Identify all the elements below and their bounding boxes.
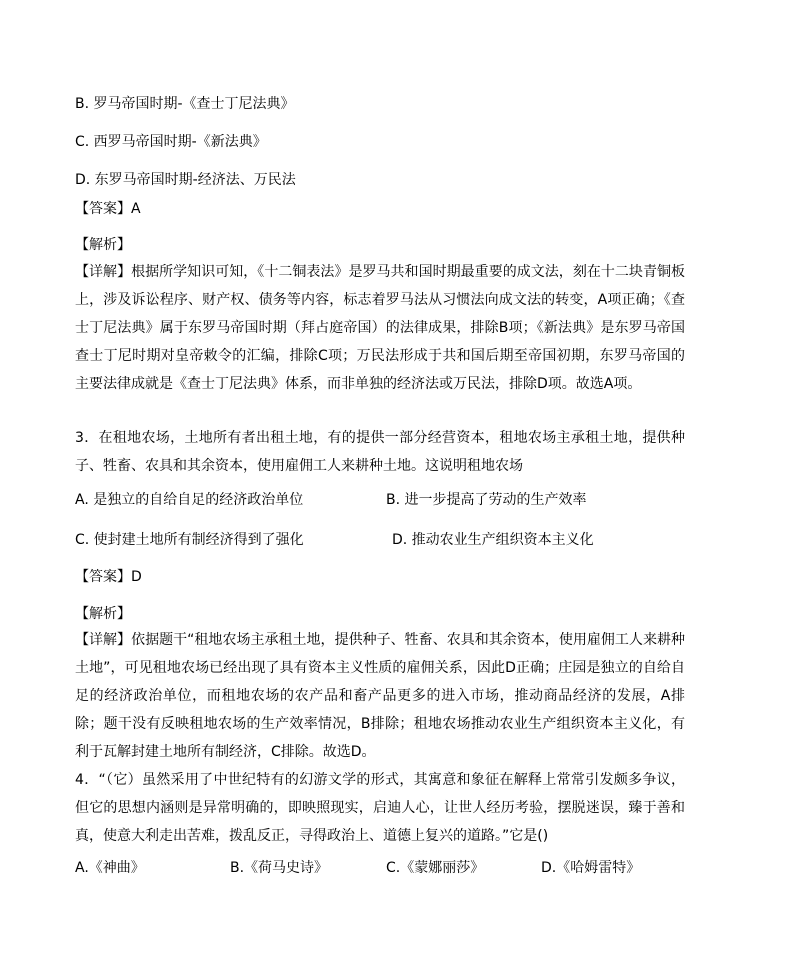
q3-answer: 【答案】D [75,569,142,585]
q2-option-b: B. 罗马帝国时期-《查士丁尼法典》 [75,96,295,112]
q3-detail: 【详解】依据题干“租地农场主承租土地，提供种子、牲畜、农具和其余资本，使用雇佣工人来耕种土地”，可见租地农场已经出现了具有资本主义性质的雇佣关系，因此D正确；庄园是独立的自给自足的经济政治单位，而租地农场的农产品和畜产品更多的进入市场，推动商品经济的发展，A排除；题干没有反映租地农场的生产效率情况，B排除；租地农场推动农业生产组织资本主义化，有利于瓦解封建土地所有制经济，C排除。故选D。 [75,632,685,760]
q3-stem: 3．在租地农场，土地所有者出租土地，有的提供一部分经营资本，租地农场主承租土地，提供种子、牲畜、农具和其余资本，使用雇佣工人来耕种土地。这说明租地农场 [75,430,685,474]
q2-detail: 【详解】根据所学知识可知，《十二铜表法》是罗马共和国时期最重要的成文法，刻在十二块青铜板上，涉及诉讼程序、财产权、债务等内容，标志着罗马法从习惯法向成文法的转变，A项正确；《查士丁尼法典》属于东罗马帝国时期（拜占庭帝国）的法律成果，排除B项；《新法典》是东罗马帝国查士丁尼时期对皇帝敕令的汇编，排除C项；万民法形成于共和国后期至帝国初期，东罗马帝国的主要法律成就是《查士丁尼法典》体系，而非单独的经济法或万民法，排除D项。故选A项。 [75,264,685,392]
q4-option-b: B.《荷马史诗》 [230,860,329,876]
q2-analysis-heading: 【解析】 [75,237,131,253]
q4-option-a: A.《神曲》 [75,860,145,876]
q3-option-c: C. 使封建土地所有制经济得到了强化 [75,532,304,548]
q3-option-a: A. 是独立的自给自足的经济政治单位 [75,492,304,508]
q3-analysis-heading: 【解析】 [75,606,131,622]
q4-option-d: D.《哈姆雷特》 [541,860,641,876]
q2-option-c: C. 西罗马帝国时期-《新法典》 [75,134,267,150]
q4-stem: 4．“（它）虽然采用了中世纪特有的幻游文学的形式，其寓意和象征在解释上常常引发颇多争议，但它的思想内涵则是异常明确的，即映照现实，启迪人心，让世人经历考验，摆脱迷误，臻于善和真，使意大利走出苦难，拨乱反正，寻得政治上、道德上复兴的道路。”它是() [75,772,685,844]
q3-option-b: B. 进一步提高了劳动的生产效率 [386,492,587,508]
q3-option-d: D. 推动农业生产组织资本主义化 [392,532,594,548]
q4-option-c: C.《蒙娜丽莎》 [386,860,485,876]
q2-option-d: D. 东罗马帝国时期-经济法、万民法 [75,172,296,188]
q2-answer: 【答案】A [75,201,141,217]
